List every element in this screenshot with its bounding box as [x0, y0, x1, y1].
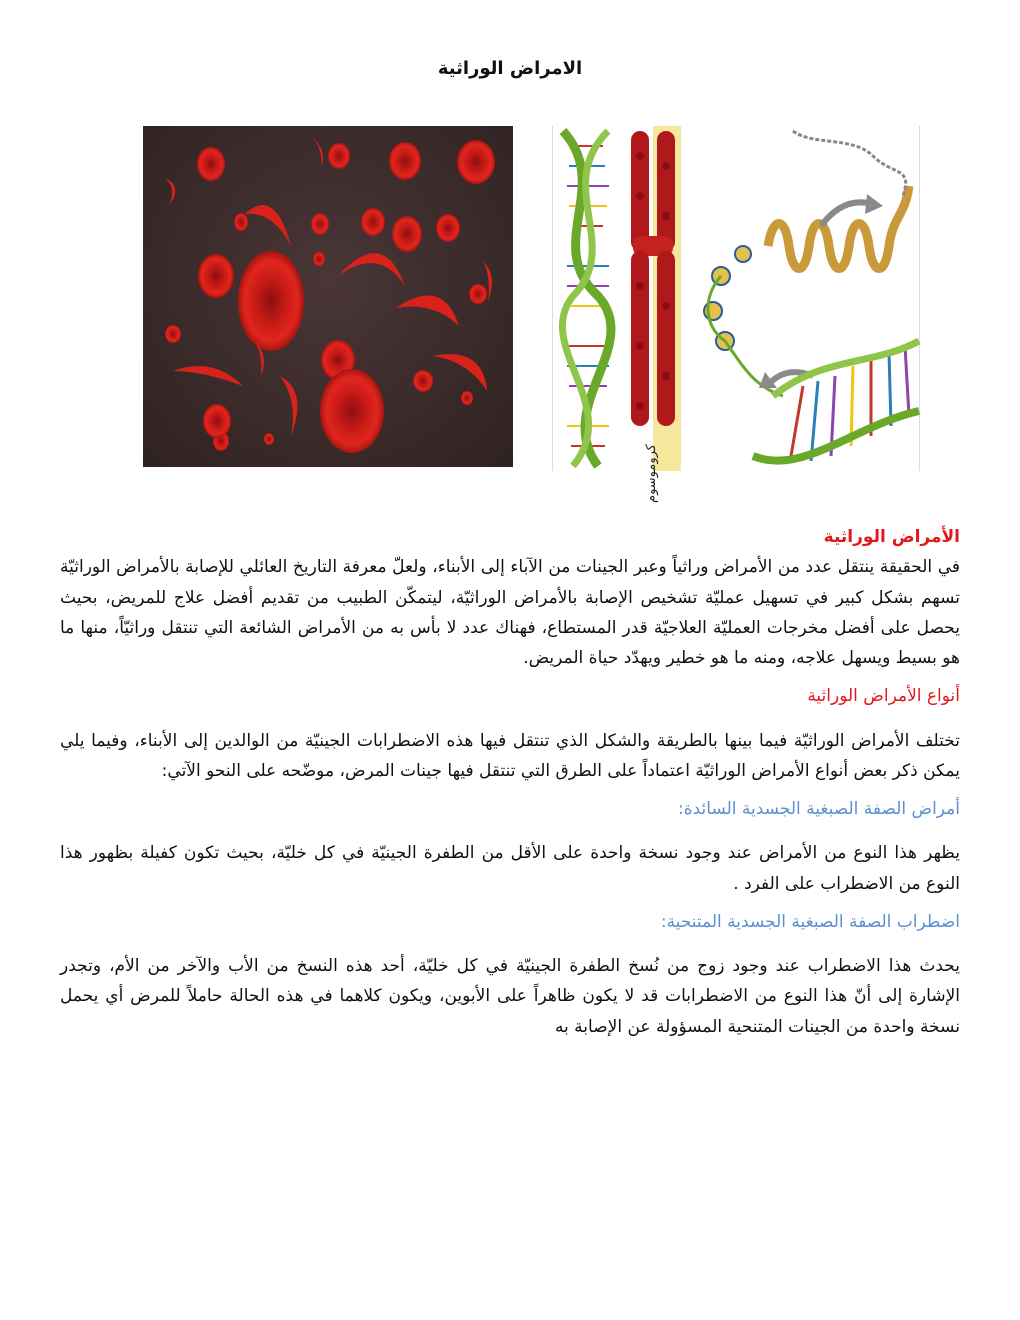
intro-heading: الأمراض الوراثية — [823, 527, 960, 547]
recessive-paragraph: يحدث هذا الاضطراب عند وجود زوج من نُسخ الطفرة الجينيّة في كل خليّة، أحد هذه النسخ من الأب والآخر من الأم، وتجدر الإشارة إلى أنّ هذا النوع من الاضطرابات قد لا يكون ظاهراً على الأبوين، ويكون كلاهما في هذه الحالة حاملاً للمرض أي يحمل نسخة واحدة من الجينات المتنحية المسؤولة عن الإصابة به — [60, 956, 960, 1037]
dominant-heading: أمراض الصفة الصبغية الجسدية السائدة: — [677, 799, 960, 819]
recessive-heading: اضطراب الصفة الصبغية الجسدية المتنحية: — [660, 911, 960, 932]
types-heading: أنواع الأمراض الوراثية — [807, 686, 960, 707]
types-paragraph: تختلف الأمراض الوراثيّة فيما بينها بالطريقة والشكل الذي تنتقل فيها هذه الاضطرابات الجينيّة من الوالدين إلى الأبناء، وفيما يلي يمكن ذكر بعض أنواع الأمراض الوراثيّة اعتماداً على الطرق التي تنتقل فيها جينات المرض، موضّحه على النحو الآتي: — [60, 730, 960, 781]
page-title: الامراض الوراثية — [437, 58, 583, 79]
article-body — [60, 522, 960, 1042]
dominant-paragraph: يظهر هذا النوع من الأمراض عند وجود نسخة واحدة على الأقل من الطفرة الجينيّة في كل خليّة، بحيث تكون كفيلة بظهور هذا النوع من الاضطراب على الفرد . — [60, 843, 960, 894]
red-blood-cells-image — [143, 126, 513, 467]
chromosome-label: كروموسوم — [644, 444, 659, 503]
dna-chromosome-image — [552, 126, 920, 503]
intro-paragraph: في الحقيقة ينتقل عدد من الأمراض وراثياً وعبر الجينات من الآباء إلى الأبناء، ولعلّ معرفة التاريخ العائلي للإصابة بالأمراض الوراثيّة تسهم بشكل كبير في تسهيل عمليّة تشخيص الإصابة بالأمراض الوراثيّة، ليتمكّن الطبيب من تقديم أفضل علاج للمريض، بحيث يحصل على أفضل مخرجات العمليّة العلاجيّة قدر المستطاع، فهناك عدد لا بأس به من الأمراض الشائعة التي تنتقل وراثيّاً، منها ما هو بسيط ويسهل علاجه، ومنه ما هو خطير ويهدّد حياة المريض. — [60, 557, 960, 668]
